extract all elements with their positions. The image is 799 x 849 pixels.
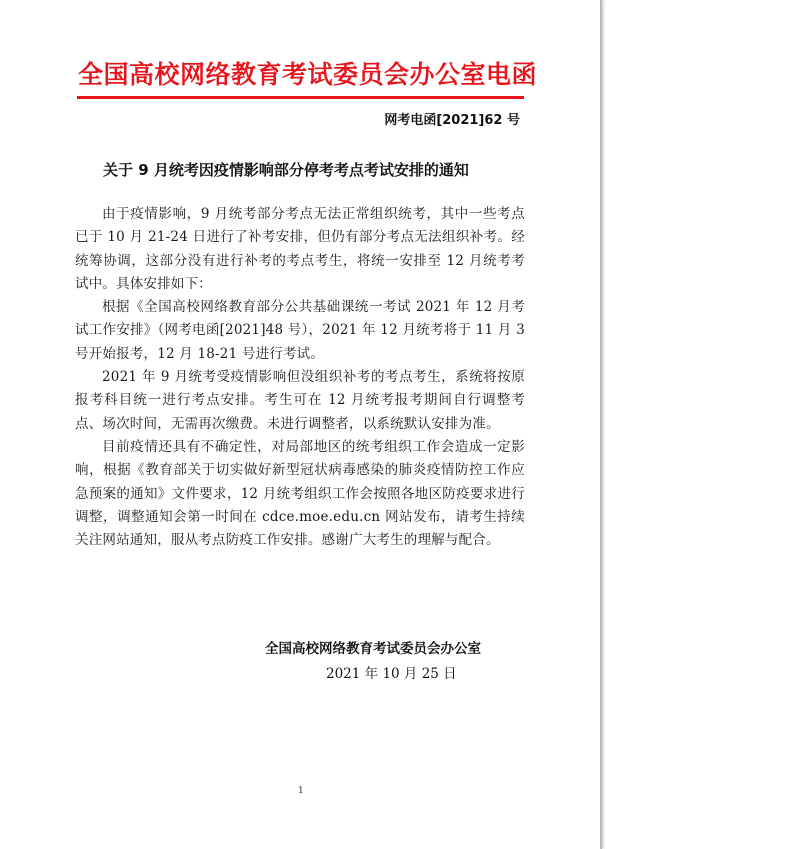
notice-title: 关于 9 月统考因疫情影响部分停考考点考试安排的通知 bbox=[103, 161, 469, 179]
body-paragraph-1: 由于疫情影响，9 月统考部分考点无法正常组织统考，其中一些考点已于 10 月 21-24 日进行了补考安排，但仍有部分考点无法组织补考。经统筹协调，这部分没有进行补考的考点考生，将统一安排至 12 月统考考试中。具体安排如下： bbox=[75, 206, 525, 292]
notice-body bbox=[75, 203, 525, 552]
signature-date: 2021 年 10 月 25 日 bbox=[326, 666, 457, 682]
letterhead-red-rule bbox=[77, 96, 524, 99]
body-paragraph-3: 2021 年 9 月统考受疫情影响但没组织补考的考点考生，系统将按原报考科目统一进行考点安排。考生可在 12 月统考报考期间自行调整考点、场次时间，无需再次缴费。未进行调整者，以系统默认安排为准。 bbox=[75, 369, 525, 432]
signature-organization: 全国高校网络教育考试委员会办公室 bbox=[265, 641, 481, 657]
document-number: 网考电函[2021]62 号 bbox=[384, 113, 520, 128]
page-number: 1 bbox=[298, 786, 304, 796]
letterhead-title: 全国高校网络教育考试委员会办公室电函 bbox=[78, 60, 538, 89]
body-paragraph-2: 根据《全国高校网络教育部分公共基础课统一考试 2021 年 12 月考试工作安排》（网考电函[2021]48 号），2021 年 12 月统考将于 11 月 3 号开始报考，12 月 18-21 号进行考试。 bbox=[75, 299, 525, 362]
viewer-gutter bbox=[600, 0, 799, 849]
body-paragraph-4: 目前疫情还具有不确定性，对局部地区的统考组织工作会造成一定影响，根据《教育部关于切实做好新型冠状病毒感染的肺炎疫情防控工作应急预案的通知》文件要求，12 月统考组织工作会按照各地区防疫要求进行调整，调整通知会第一时间在 cdce.moe.edu.cn 网站发布，请考生持续关注网站通知，服从考点防疫工作安排。感谢广大考生的理解与配合。 bbox=[75, 438, 525, 549]
